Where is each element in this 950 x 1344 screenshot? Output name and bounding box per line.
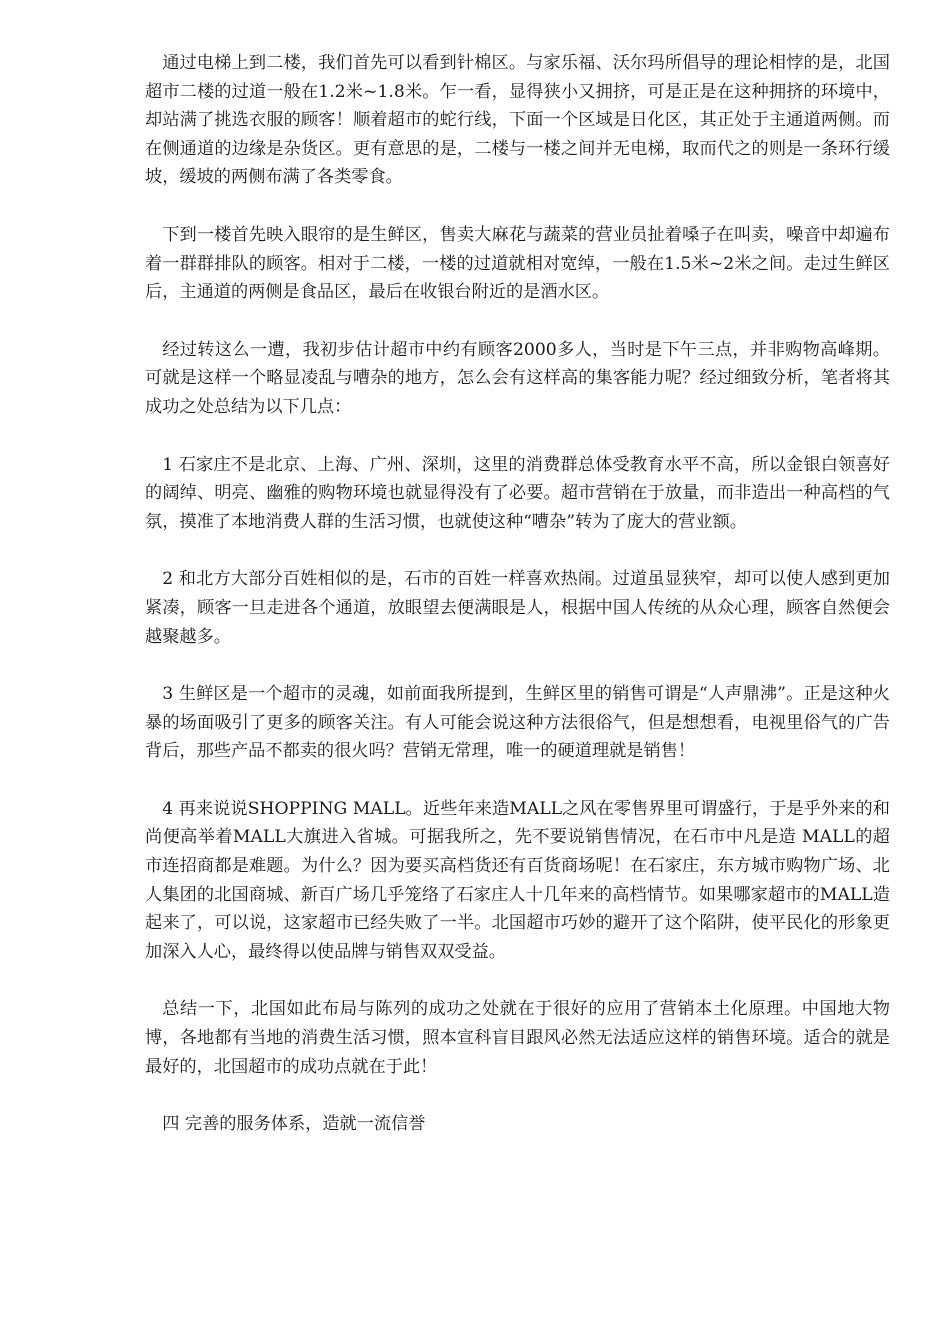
paragraph-second-floor: 通过电梯上到二楼，我们首先可以看到针棉区。与家乐福、沃尔玛所倡导的理论相悖的是，北国超市二楼的过道一般在1.2米~1.8米。乍一看，显得狭小又拥挤，可是正是在这种拥挤的环境中，却站满了挑选衣服的顾客！顺着超市的蛇行线，下面一个区域是日化区，其正处于主通道两侧。而在侧通道的边缘是杂货区。更有意思的是，二楼与一楼之间并无电梯，取而代之的则是一条环行缓坡，缓坡的两侧布满了各类零食。: [145, 53, 890, 188]
paragraph-point-2: 2 和北方大部分百姓相似的是，石市的百姓一样喜欢热闹。过道虽显狭窄，却可以使人感到更加紧凑，顾客一旦走进各个通道，放眼望去便满眼是人，根据中国人传统的从众心理，顾客自然便会越聚越多。: [145, 569, 890, 647]
paragraph-summary: 总结一下，北国如此布局与陈列的成功之处就在于很好的应用了营销本土化原理。中国地大物博，各地都有当地的消费生活习惯，照本宣科盲目跟风必然无法适应这样的销售环境。适合的就是最好的，北国超市的成功点就在于此！: [145, 999, 890, 1077]
paragraph-first-floor: 下到一楼首先映入眼帘的是生鲜区，售卖大麻花与蔬菜的营业员扯着嗓子在叫卖，噪音中却遍布着一群群排队的顾客。相对于二楼，一楼的过道就相对宽绰，一般在1.5米~2米之间。走过生鲜区后，主通道的两侧是食品区，最后在收银台附近的是酒水区。: [145, 224, 890, 303]
paragraph-point-4: 4 再来说说SHOPPING MALL。近些年来造MALL之风在零售界里可谓盛行，于是乎外来的和尚便高举着MALL大旗进入省城。可据我所之，先不要说销售情况，在石市中凡是造 MALL的超市连招商都是难题。为什么？因为要买高档货还有百货商场呢！在石家庄，东方城市购物广场、北人集团的北国商城、新百广场几乎笼络了石家庄人十几年来的高档情节。如果哪家超市的MALL造起来了，可以说，这家超市已经失败了一半。北国超市巧妙的避开了这个陷阱，使平民化的形象更加深入人心，最终得以使品牌与销售双双受益。: [145, 798, 890, 962]
document-body: [145, 49, 890, 1139]
section-heading: 四 完善的服务体系，造就一流信誉: [162, 1114, 426, 1135]
paragraph-customer-estimate: 经过转这么一遭，我初步估计超市中约有顾客2000多人，当时是下午三点，并非购物高峰期。可就是这样一个略显凌乱与嘈杂的地方，怎么会有这样高的集客能力呢？经过细致分析，笔者将其成功之处总结为以下几点：: [145, 339, 890, 417]
paragraph-point-3: 3 生鲜区是一个超市的灵魂，如前面我所提到，生鲜区里的销售可谓是“人声鼎沸”。正是这种火暴的场面吸引了更多的顾客关注。有人可能会说这种方法很俗气，但是想想看，电视里俗气的广告背后，那些产品不都卖的很火吗？营销无常理，唯一的硬道理就是销售！: [145, 684, 890, 762]
paragraph-point-1: 1 石家庄不是北京、上海、广州、深圳，这里的消费群总体受教育水平不高，所以金银白领喜好的阔绰、明亮、幽雅的购物环境也就显得没有了必要。超市营销在于放量，而非造出一种高档的气氛，摸准了本地消费人群的生活习惯，也就使这种“嘈杂”转为了庞大的营业额。: [145, 454, 890, 532]
